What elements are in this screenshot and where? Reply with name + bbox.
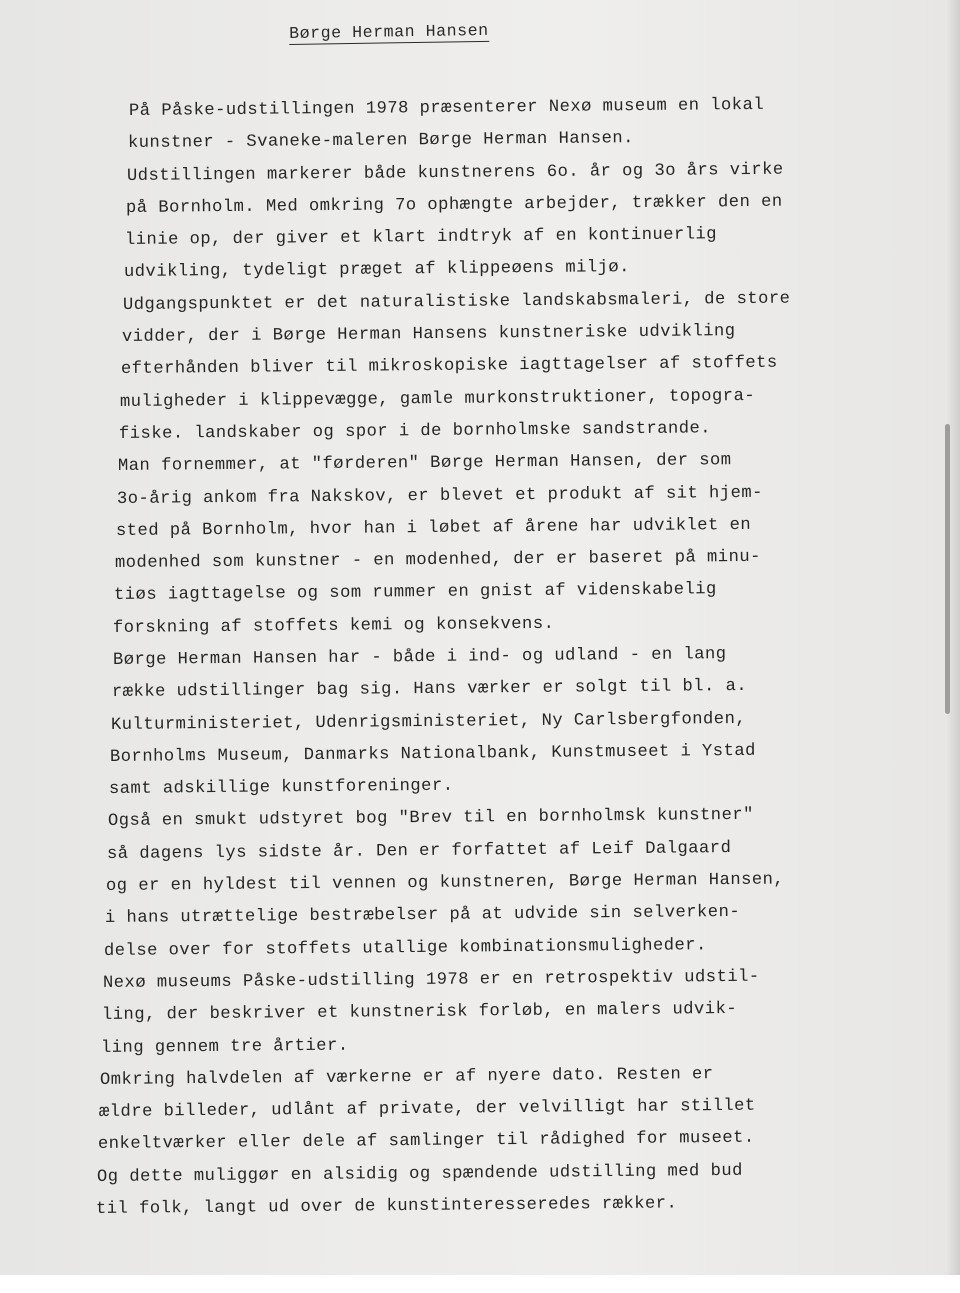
body-line: 3o-årig ankom fra Nakskov, er blevet et produkt af sit hjem- <box>117 483 764 509</box>
body-line: række udstillinger bag sig. Hans værker er solgt til bl. a. <box>111 677 747 703</box>
body-line: kunstner - Svaneke-maleren Børge Herman Hansen. <box>127 129 635 154</box>
body-line: ældre billeder, udlånt af private, der velvilligt har stillet <box>98 1096 756 1123</box>
body-line: delse over for stoffets utallige kombinationsmuligheder. <box>103 935 707 961</box>
body-line: Nexø museums Påske-udstilling 1978 er en retrospektiv udstil- <box>102 967 760 993</box>
body-line: ling gennem tre årtier. <box>100 1036 349 1058</box>
body-line: tiøs iagttagelse og som rummer en gnist af videnskabelig <box>114 580 718 606</box>
body-line: Børge Herman Hansen har - både i ind- og udland - en lang <box>112 645 727 670</box>
body-line: efterhånden bliver til mikroskopiske iagttagelser af stoffets <box>121 354 778 380</box>
body-line: Man fornemmer, at "førderen" Børge Herman Hansen, der som <box>118 451 732 477</box>
body-line: sted på Bornholm, hvor han i løbet af årene har udviklet en <box>116 515 752 541</box>
body-line: vidder, der i Børge Herman Hansens kunstneriske udvikling <box>122 322 736 348</box>
body-line: modenhed som kunstner - en modenhed, der er baseret på minu- <box>115 547 762 574</box>
body-line: Udstillingen markerer både kunstnerens 6o. år og 3o års virke <box>126 160 784 186</box>
body-line: til folk, langt ud over de kunstinteresseredes rækker. <box>95 1194 678 1219</box>
body-line: Og dette muliggør en alsidig og spændende udstilling med bud <box>96 1161 743 1187</box>
body-line: På Påske-udstillingen 1978 præsenterer Nexø museum en lokal <box>128 95 765 121</box>
body-line: Omkring halvdelen af værkerne er af nyere dato. Resten er <box>99 1064 714 1090</box>
body-line: udvikling, tydeligt præget af klippeøens miljø. <box>124 258 631 283</box>
body-line: muligheder i klippevægge, gamle murkonstruktioner, topogra- <box>120 386 756 412</box>
body-line: Kulturministeriet, Udenrigsministeriet, Ny Carlsbergfonden, <box>110 709 746 735</box>
body-line: så dagens lys sidste år. Den er forfattet af Leif Dalgaard <box>106 838 732 864</box>
body-line: linie op, der giver et klart indtryk af en kontinuerlig <box>125 225 718 251</box>
body-line: Udgangspunktet er det naturalistiske landskabsmaleri, de store <box>123 289 791 315</box>
body-line: på Bornholm. Med omkring 7o ophængte arbejder, trækker den en <box>125 192 783 218</box>
body-line: i hans utrættelige bestræbelser på at udvide sin selverken- <box>104 903 740 929</box>
document-title: Børge Herman Hansen <box>289 20 489 43</box>
scrollbar-thumb[interactable] <box>945 424 950 714</box>
body-line: fiske. landskaber og spor i de bornholmske sandstrande. <box>119 419 712 444</box>
body-line: Bornholms Museum, Danmarks Nationalbank, Kunstmuseet i Ystad <box>109 741 756 767</box>
body-line: og er en hyldest til vennen og kunstneren, Børge Herman Hansen, <box>105 870 784 897</box>
body-line: ling, der beskriver et kunstnerisk forløb, en malers udvik- <box>101 1000 737 1026</box>
body-line: enkeltværker eller dele af samlinger til rådighed for museet. <box>97 1129 755 1155</box>
body-line: forskning af stoffets kemi og konsekvens. <box>113 614 555 638</box>
body-line: samt adskillige kunstforeninger. <box>108 776 454 800</box>
body-line: Også en smukt udstyret bog "Brev til en bornholmsk kunstner" <box>107 806 754 832</box>
